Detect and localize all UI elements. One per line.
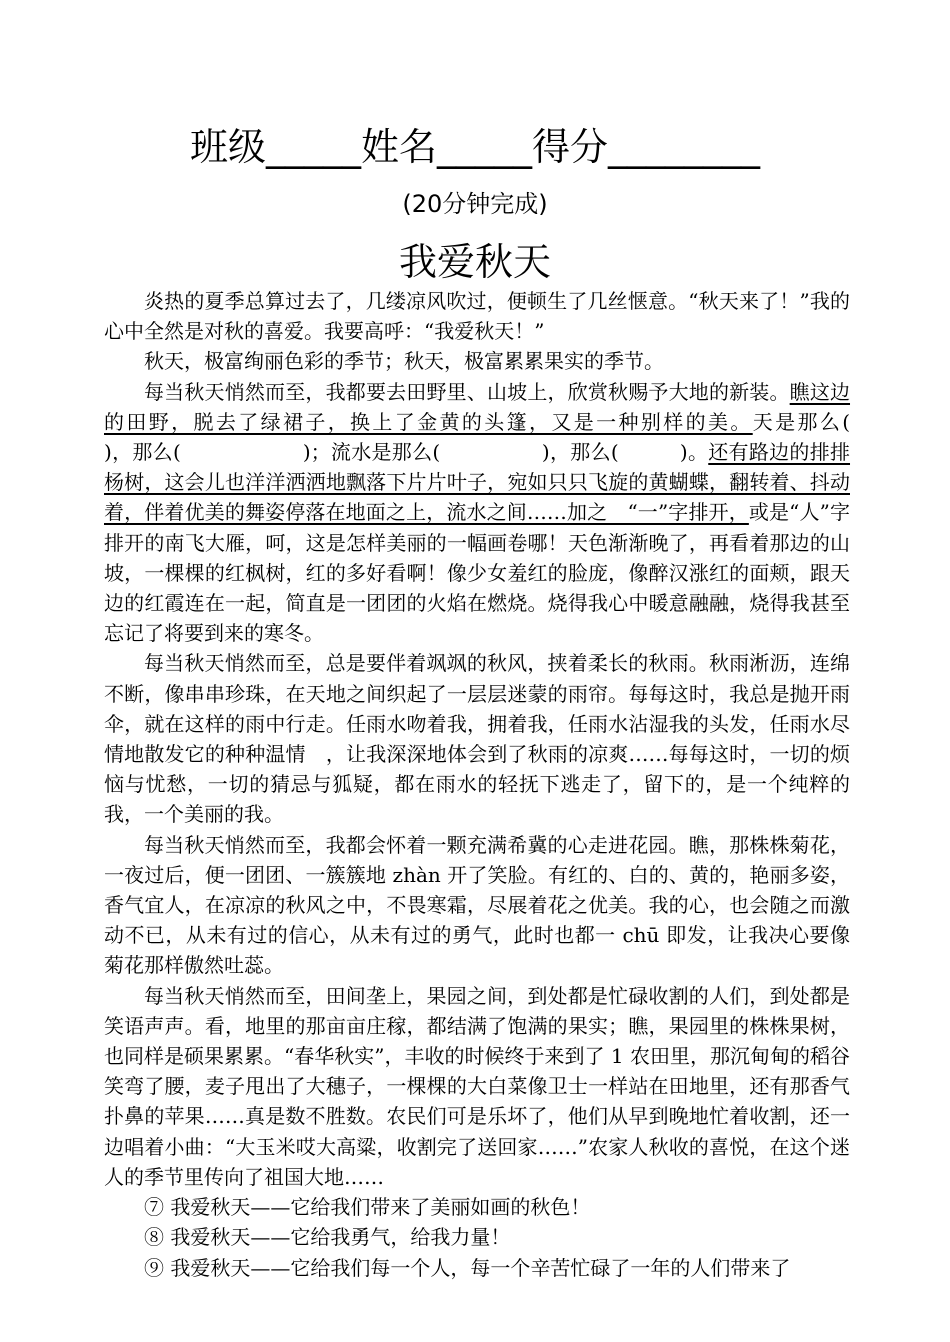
underlined-sentence-trees: 还有路边的排排杨树，这会儿也洋洋洒洒地飘落下片片叶子，宛如只只飞旋的黄蝴蝶，翻转着、抖动着，伴着优美的舞姿停落在地面之上，流水之间……加之 “一”字排开，: [104, 440, 851, 525]
paragraph-3-rest: 或是“人”字排开的南飞大雁，呵，这是怎样美丽的一幅画卷哪！天色渐渐晚了，再看着那边的山坡，一棵棵的红枫树，红的多好看啊！像少女羞红的脸庞，像醉汉涨红的面颊，跟天边的红霞连在一起，简直是一团团的火焰在燃烧。烧得我心中暖意融融，烧得我甚至忘记了将要到来的寒冬。: [104, 500, 850, 646]
underlined-sentence-field: 瞧这边的田野，脱去了绿裙子，换上了金黄的头篷，又是一种别样的美。: [104, 379, 851, 434]
time-limit-note: (20分钟完成): [402, 190, 548, 218]
paragraph-1: 炎热的夏季总算过去了，几缕凉风吹过，便顿生了几丝惬意。“秋天来了！”我的心中全然是对秋的喜爱。我要高呼：“我爱秋天！”: [104, 289, 850, 344]
student-info-header: 班级_____姓名_____得分________: [189, 125, 760, 169]
paragraph-8: ⑧ 我爱秋天——它给我勇气，给我力量！: [144, 1225, 511, 1250]
fill-in-blanks: 天是那么( )，那么( )；流水是那么( )，那么( )。: [104, 409, 930, 465]
paragraph-6: 每当秋天悄然而至，田间垄上，果园之间，到处都是忙碌收割的人们，到处都是笑语声声。看，地里的那亩亩庄稼，都结满了饱满的果实；瞧，果园里的株株果树，也同样是硕果累累。“春华秋实”，丰收的时候终于来到了 1 农田里，那沉甸甸的稻谷笑弯了腰，麦子甩出了大穗子，一棵棵的大白菜像卫士一样站在田地里，还有那香气扑鼻的苹果……真是数不胜数。农民们可是乐坏了，他们从早到晚地忙着收割，还一边唱着小曲：“大玉米哎大高粱，收割完了送回家……”农家人秋收的喜悦，在这个迷人的季节里传向了祖国大地……: [104, 983, 850, 1189]
paragraph-5: 每当秋天悄然而至，我都会怀着一颗充满希冀的心走进花园。瞧，那株株菊花，一夜过后，便一团团、一簇簇地 zhàn 开了笑脸。有红的、白的、黄的，艳丽多姿，香气宜人，在凉凉的秋风之中，不畏寒霜，尽展着花之优美。我的心，也会随之而激动不已，从未有过的信心，从未有过的勇气，此时也都一 chū 即发，让我决心要像菊花那样傲然吐蕊。: [104, 832, 850, 978]
paragraph-3: [104, 377, 930, 649]
paragraph-3-intro: 每当秋天悄然而至，我都要去田野里、山坡上，欣赏秋赐予大地的新装。: [144, 379, 790, 404]
essay-body: [104, 286, 930, 1283]
paragraph-4: 每当秋天悄然而至，总是要伴着飒飒的秋风，挟着柔长的秋雨。秋雨淅沥，连绵不断，像串串珍珠，在天地之间织起了一层层迷蒙的雨帘。每每这时，我总是抛开雨伞，就在这样的雨中行走。任雨水吻着我，拥着我，任雨水沾湿我的头发，任雨水尽情地散发它的种种温情 ，让我深深地体会到了秋雨的凉爽……每每这时，一切的烦恼与忧愁，一切的猜忌与狐疑，都在雨水的轻抚下逃走了，留下的，是一个纯粹的我，一个美丽的我。: [104, 651, 850, 827]
paragraph-7: ⑦ 我爱秋天——它给我们带来了美丽如画的秋色！: [144, 1195, 591, 1220]
paragraph-9: ⑨ 我爱秋天——它给我们每一个人，每一个辛苦忙碌了一年的人们带来了: [144, 1255, 791, 1280]
paragraph-2: 秋天，极富绚丽色彩的季节；秋天，极富累累果实的季节。: [144, 349, 664, 374]
essay-title: 我爱秋天: [398, 240, 551, 284]
